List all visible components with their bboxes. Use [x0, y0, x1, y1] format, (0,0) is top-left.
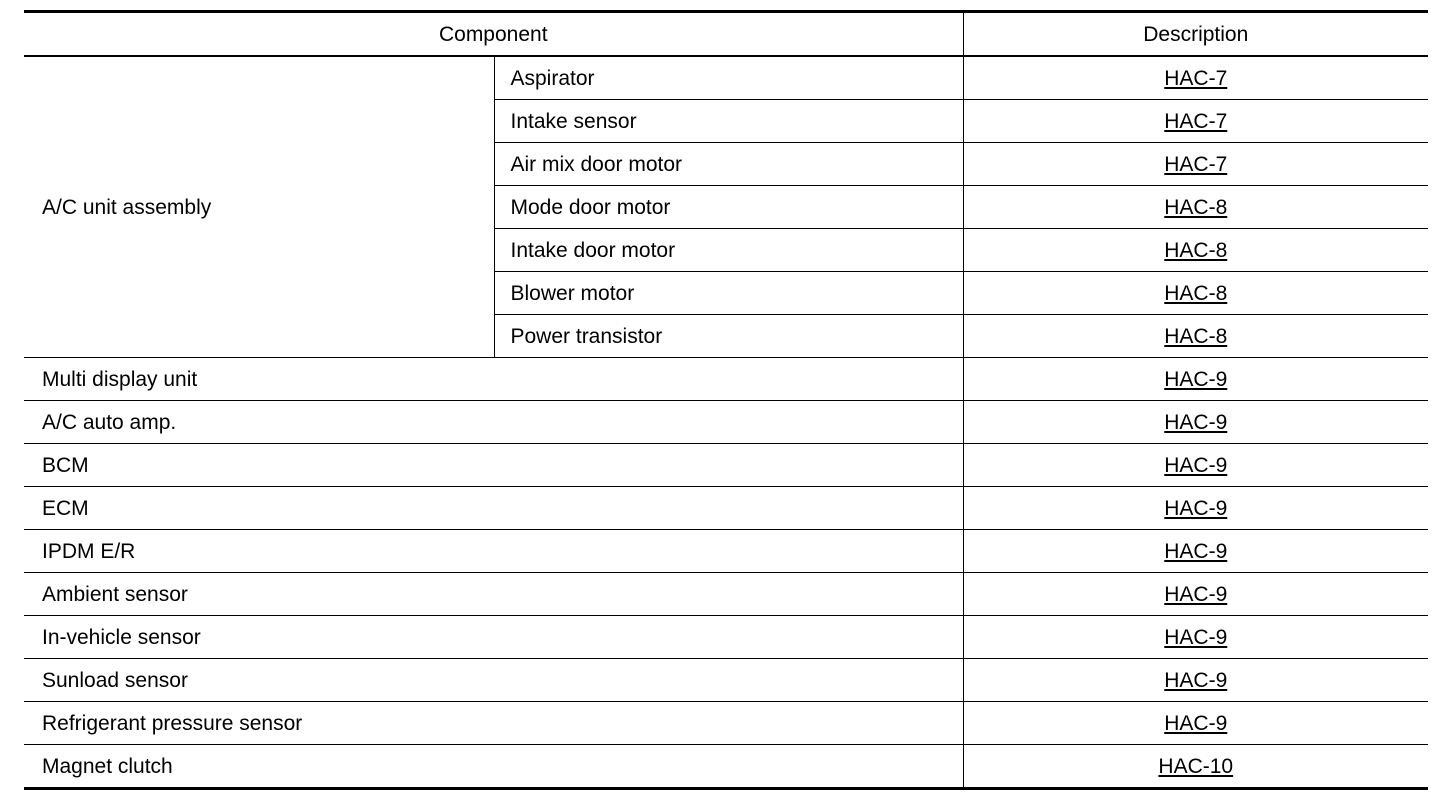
component-name: Refrigerant pressure sensor [24, 702, 963, 745]
reference-link[interactable]: HAC-10 [1158, 754, 1234, 778]
component-name: A/C auto amp. [24, 401, 963, 444]
component-table [24, 10, 1428, 790]
table-row [24, 616, 1428, 659]
header-component: Component [24, 12, 963, 57]
group-label: A/C unit assembly [24, 56, 494, 358]
header-description: Description [963, 12, 1428, 57]
table-row [24, 487, 1428, 530]
reference-link[interactable]: HAC-9 [1164, 367, 1228, 391]
reference-link[interactable]: HAC-9 [1164, 582, 1228, 606]
reference-link[interactable]: HAC-9 [1164, 410, 1228, 434]
table-row [24, 530, 1428, 573]
sub-component-name: Mode door motor [494, 186, 963, 229]
reference-link[interactable]: HAC-9 [1164, 496, 1228, 520]
component-name: Magnet clutch [24, 745, 963, 789]
component-name: ECM [24, 487, 963, 530]
table-row [24, 358, 1428, 401]
sub-component-name: Blower motor [494, 272, 963, 315]
component-name: BCM [24, 444, 963, 487]
table-row [24, 56, 1428, 100]
component-name: IPDM E/R [24, 530, 963, 573]
header-row [24, 12, 1428, 57]
component-name: In-vehicle sensor [24, 616, 963, 659]
reference-link[interactable]: HAC-7 [1164, 152, 1228, 176]
reference-link[interactable]: HAC-9 [1164, 453, 1228, 477]
component-table-wrapper [24, 10, 1428, 790]
sub-component-name: Intake sensor [494, 100, 963, 143]
reference-link[interactable]: HAC-9 [1164, 539, 1228, 563]
reference-link[interactable]: HAC-8 [1164, 281, 1228, 305]
reference-link[interactable]: HAC-8 [1164, 238, 1228, 262]
reference-link[interactable]: HAC-7 [1164, 66, 1228, 90]
reference-link[interactable]: HAC-8 [1164, 324, 1228, 348]
component-name: Multi display unit [24, 358, 963, 401]
table-row [24, 444, 1428, 487]
component-name: Ambient sensor [24, 573, 963, 616]
table-row [24, 702, 1428, 745]
reference-link[interactable]: HAC-8 [1164, 195, 1228, 219]
sub-component-name: Intake door motor [494, 229, 963, 272]
table-row [24, 401, 1428, 444]
reference-link[interactable]: HAC-9 [1164, 711, 1228, 735]
table-row [24, 745, 1428, 789]
sub-component-name: Power transistor [494, 315, 963, 358]
table-row [24, 659, 1428, 702]
sub-component-name: Air mix door motor [494, 143, 963, 186]
reference-link[interactable]: HAC-7 [1164, 109, 1228, 133]
component-name: Sunload sensor [24, 659, 963, 702]
sub-component-name: Aspirator [494, 56, 963, 100]
reference-link[interactable]: HAC-9 [1164, 668, 1228, 692]
table-row [24, 573, 1428, 616]
reference-link[interactable]: HAC-9 [1164, 625, 1228, 649]
